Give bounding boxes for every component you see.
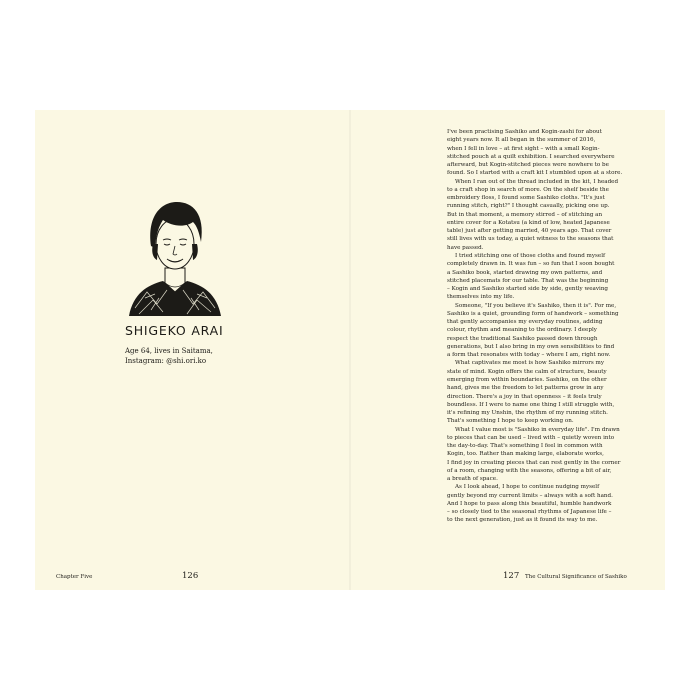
body-text-line: afterward, but Kogin-stitched pieces were nowhere to be xyxy=(447,162,609,169)
body-text-line: As I look ahead, I hope to continue nudging myself xyxy=(455,484,600,491)
body-text-line: a Sashiko book, started drawing my own patterns, and xyxy=(447,269,603,276)
body-text-line: That's something I hope to keep working on. xyxy=(447,418,574,425)
body-text-line: of a room, changing with the seasons, offering a bit of air, xyxy=(447,467,612,474)
body-text-line: to a craft shop in search of more. On the shelf beside the xyxy=(447,186,609,193)
body-text-line: respect the traditional Sashiko passed down through xyxy=(447,335,598,342)
body-text-line: it's refining my Unshin, the rhythm of my running stitch. xyxy=(447,410,608,417)
portrait-illustration xyxy=(127,186,223,316)
left-footer-label: Chapter Five xyxy=(56,574,93,580)
left-page-number: 126 xyxy=(182,571,199,581)
profile-bio xyxy=(125,346,285,366)
body-text-line: completely drawn in. It was fun – so fun that I soon bought xyxy=(447,261,615,268)
body-text-line: have passed. xyxy=(447,244,484,251)
body-text-line: generations, but I also bring in my own sensibilities to find xyxy=(447,343,615,350)
body-text-line: colour, rhythm and meaning to the ordinary. I deeply xyxy=(447,327,597,334)
body-text-line: boundless. If I were to name one thing I still struggle with, xyxy=(447,401,615,408)
body-text-line: to pieces that can be used – lived with – quietly woven into xyxy=(447,434,615,441)
body-text-line: that gently accompanies my everyday routines, adding xyxy=(447,319,603,326)
book-spread xyxy=(35,110,665,590)
body-text-line: gently beyond my current limits – always with a soft hand. xyxy=(447,492,613,499)
body-text-line: embroidery floss, I found some Sashiko cloths. "It's just xyxy=(447,195,605,202)
body-text-line: Kogin, too. Rather than making large, elaborate works, xyxy=(447,451,604,458)
body-text-line: And I hope to pass along this beautiful, humble handwork xyxy=(447,500,612,507)
body-text-line: still lives with us today, a quiet witness to the seasons that xyxy=(447,236,614,243)
book-gutter xyxy=(349,110,351,590)
interview-body-text xyxy=(447,128,652,525)
body-text-line: stitched placemats for our table. That was the beginning xyxy=(447,277,609,284)
body-text-line: running stitch, right?" I thought casually, picking one up. xyxy=(447,203,610,210)
body-text-line: – so closely tied to the seasonal rhythms of Japanese life – xyxy=(447,509,612,516)
body-text-line: the day-to-day. That's something I feel in common with xyxy=(447,443,603,450)
body-text-line: eight years now. It all began in the summer of 2016, xyxy=(447,137,596,144)
body-text-line: – Kogin and Sashiko started side by side, gently weaving xyxy=(447,286,609,293)
body-text-line: emerging from within boundaries. Sashiko, on the other xyxy=(447,376,607,383)
body-text-line: found. So I started with a craft kit I stumbled upon at a store. xyxy=(447,170,623,177)
right-footer-label: The Cultural Significance of Sashiko xyxy=(525,574,627,580)
body-text-line: to the next generation, just as it found its way to me. xyxy=(447,517,598,524)
body-text-line: I tried stitching one of those cloths and found myself xyxy=(455,252,606,259)
body-text-line: What I value most is "Sashiko in everyday life". I'm drawn xyxy=(455,426,620,433)
body-text-line: table) just after getting married, 40 years ago. That cover xyxy=(447,228,612,235)
body-text-line: hand, gives me the freedom to let patterns grow in any xyxy=(447,385,604,392)
body-text-line: when I fell in love – at first sight – with a small Kogin- xyxy=(447,145,600,152)
body-text-line: I find joy in creating pieces that can rest gently in the corner xyxy=(447,459,621,466)
body-text-line: themselves into my life. xyxy=(447,294,515,301)
body-text-line: direction. There's a joy in that openness – it feels truly xyxy=(447,393,602,400)
right-page-number: 127 xyxy=(503,571,520,581)
body-text-line: entire cover for a Kotatsu (a kind of low, heated Japanese xyxy=(447,219,610,226)
body-text-line: Someone, "If you believe it's Sashiko, then it is". For me, xyxy=(455,302,617,309)
body-text-line: stitched pouch at a quilt exhibition. I searched everywhere xyxy=(447,153,615,160)
body-text-line: What captivates me most is how Sashiko mirrors my xyxy=(455,360,604,367)
body-text-line: But in that moment, a memory stirred – of stitching an xyxy=(447,211,603,218)
body-text-line: When I ran out of the thread included in the kit, I headed xyxy=(455,178,619,185)
bio-line: Age 64, lives in Saitama, xyxy=(125,347,213,355)
bio-line: Instagram: @shi.ori.ko xyxy=(125,357,207,365)
body-text-line: a breath of space. xyxy=(447,476,498,483)
body-text-line: I've been practising Sashiko and Kogin-zashi for about xyxy=(447,129,602,135)
profile-name: SHIGEKO ARAI xyxy=(125,323,224,338)
body-text-line: state of mind. Kogin offers the calm of structure, beauty xyxy=(447,368,607,375)
body-text-line: Sashiko is a quiet, grounding form of handwork – something xyxy=(447,310,619,317)
body-text-line: a form that resonates with today – where I am, right now. xyxy=(447,352,611,359)
